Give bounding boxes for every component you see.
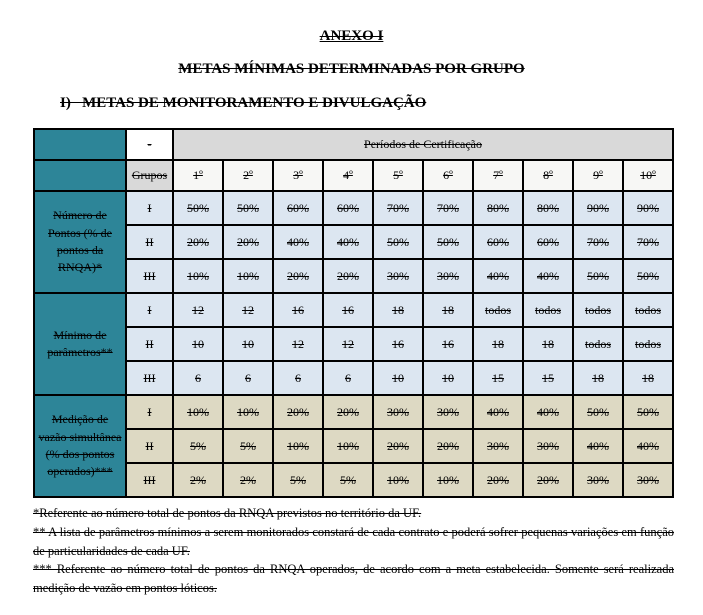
period-col-8: 8º — [523, 160, 573, 191]
value-cell: 30% — [373, 259, 423, 293]
group-cell: II — [126, 225, 173, 259]
value-cell: 6 — [273, 361, 323, 395]
value-cell: 50% — [223, 191, 273, 225]
value-cell: 10% — [323, 429, 373, 463]
value-cell: todos — [473, 293, 523, 327]
value-cell: 10 — [223, 327, 273, 361]
table-row-section2-group-I — [34, 293, 673, 327]
value-cell: 6 — [223, 361, 273, 395]
value-cell: 6 — [323, 361, 373, 395]
section-label-1: Número de Pontos (% de pontos da RNQA)* — [34, 191, 126, 293]
group-cell: II — [126, 327, 173, 361]
period-col-6: 6º — [423, 160, 473, 191]
value-cell: todos — [573, 327, 623, 361]
value-cell: 10 — [173, 327, 223, 361]
value-cell: 15 — [523, 361, 573, 395]
value-cell: 40% — [273, 225, 323, 259]
page-subtitle: METAS MÍNIMAS DETERMINADAS POR GRUPO — [178, 61, 525, 77]
section-label-3: Medição de vazão simultânea (% dos pontos operados)*** — [34, 395, 126, 497]
value-cell: 16 — [323, 293, 373, 327]
value-cell: 12 — [173, 293, 223, 327]
value-cell: todos — [623, 293, 673, 327]
value-cell: 40% — [473, 259, 523, 293]
value-cell: 16 — [373, 327, 423, 361]
value-cell: 10 — [373, 361, 423, 395]
value-cell: 30% — [423, 395, 473, 429]
group-cell: II — [126, 429, 173, 463]
value-cell: 30% — [573, 463, 623, 497]
dash-cell: - — [126, 129, 173, 160]
table-row-section3-group-II — [34, 429, 673, 463]
value-cell: 90% — [623, 191, 673, 225]
period-col-7: 7º — [473, 160, 523, 191]
value-cell: 12 — [273, 327, 323, 361]
table-row-section1-group-I — [34, 191, 673, 225]
value-cell: 10% — [373, 463, 423, 497]
period-col-1: 1º — [173, 160, 223, 191]
value-cell: 40% — [473, 395, 523, 429]
value-cell: 30% — [373, 395, 423, 429]
value-cell: 20% — [523, 463, 573, 497]
section-label-2: Mínimo de parâmetros** — [34, 293, 126, 395]
value-cell: 20% — [323, 259, 373, 293]
value-cell: 10% — [173, 259, 223, 293]
value-cell: 40% — [523, 259, 573, 293]
section-heading: I) METAS DE MONITORAMENTO E DIVULGAÇÃO — [60, 95, 427, 111]
value-cell: 30% — [473, 429, 523, 463]
value-cell: 20% — [423, 429, 473, 463]
value-cell: 20% — [273, 395, 323, 429]
value-cell: 18 — [573, 361, 623, 395]
value-cell: 10% — [173, 395, 223, 429]
value-cell: 18 — [423, 293, 473, 327]
value-cell: 70% — [373, 191, 423, 225]
value-cell: 18 — [623, 361, 673, 395]
value-cell: 20% — [173, 225, 223, 259]
value-cell: 60% — [273, 191, 323, 225]
value-cell: 40% — [323, 225, 373, 259]
value-cell: 10% — [273, 429, 323, 463]
value-cell: 50% — [173, 191, 223, 225]
value-cell: 30% — [523, 429, 573, 463]
table-row-section1-group-III — [34, 259, 673, 293]
group-cell: III — [126, 463, 173, 497]
group-cell: I — [126, 395, 173, 429]
value-cell: 10% — [223, 395, 273, 429]
value-cell: todos — [623, 327, 673, 361]
page-title: ANEXO I — [319, 28, 384, 44]
group-cell: III — [126, 259, 173, 293]
value-cell: 50% — [423, 225, 473, 259]
value-cell: 60% — [473, 225, 523, 259]
value-cell: 20% — [273, 259, 323, 293]
value-cell: 70% — [573, 225, 623, 259]
value-cell: 70% — [423, 191, 473, 225]
document-page — [0, 28, 703, 615]
footnotes — [33, 504, 674, 598]
period-col-2: 2º — [223, 160, 273, 191]
corner-cell — [34, 129, 126, 160]
value-cell: 20% — [223, 225, 273, 259]
table-row-section3-group-I — [34, 395, 673, 429]
period-col-5: 5º — [373, 160, 423, 191]
table-body — [34, 129, 673, 497]
table-row-section2-group-III — [34, 361, 673, 395]
value-cell: 18 — [373, 293, 423, 327]
value-cell: 60% — [323, 191, 373, 225]
period-col-10: 10º — [623, 160, 673, 191]
period-col-9: 9º — [573, 160, 623, 191]
value-cell: 5% — [323, 463, 373, 497]
value-cell: 60% — [523, 225, 573, 259]
value-cell: todos — [523, 293, 573, 327]
group-cell: I — [126, 293, 173, 327]
value-cell: 30% — [623, 463, 673, 497]
value-cell: 20% — [473, 463, 523, 497]
table-row-section1-group-II — [34, 225, 673, 259]
period-col-4: 4º — [323, 160, 373, 191]
periods-header-cell: Períodos de Certificação — [173, 129, 673, 160]
value-cell: 30% — [423, 259, 473, 293]
value-cell: 20% — [373, 429, 423, 463]
value-cell: 10 — [423, 361, 473, 395]
value-cell: 2% — [173, 463, 223, 497]
value-cell: 80% — [523, 191, 573, 225]
footnote-2: ** A lista de parâmetros mínimos a serem monitorados constará de cada contrato e poderá sofrer pequenas variações em função de particularidades de cada UF. — [33, 524, 674, 558]
value-cell: 70% — [623, 225, 673, 259]
group-cell: I — [126, 191, 173, 225]
value-cell: 5% — [223, 429, 273, 463]
value-cell: 16 — [273, 293, 323, 327]
value-cell: 2% — [223, 463, 273, 497]
header-row-periods — [34, 129, 673, 160]
value-cell: 18 — [523, 327, 573, 361]
value-cell: 50% — [623, 395, 673, 429]
value-cell: 80% — [473, 191, 523, 225]
footnote-1: *Referente ao número total de pontos da RNQA previstos no território da UF. — [33, 506, 422, 520]
value-cell: 40% — [623, 429, 673, 463]
value-cell: 10% — [423, 463, 473, 497]
metas-table — [33, 128, 674, 498]
header-row-groups — [34, 160, 673, 191]
value-cell: 50% — [373, 225, 423, 259]
value-cell: 90% — [573, 191, 623, 225]
value-cell: 40% — [523, 395, 573, 429]
group-cell: III — [126, 361, 173, 395]
value-cell: 16 — [423, 327, 473, 361]
corner-cell-2 — [34, 160, 126, 191]
value-cell: 10% — [223, 259, 273, 293]
value-cell: 20% — [323, 395, 373, 429]
value-cell: 50% — [623, 259, 673, 293]
value-cell: 12 — [323, 327, 373, 361]
value-cell: 12 — [223, 293, 273, 327]
value-cell: 18 — [473, 327, 523, 361]
period-col-3: 3º — [273, 160, 323, 191]
value-cell: 6 — [173, 361, 223, 395]
value-cell: 40% — [573, 429, 623, 463]
value-cell: 5% — [173, 429, 223, 463]
footnote-3: *** Referente ao número total de pontos da RNQA operados, de acordo com a meta estabelecida. Somente será realizada medição de vazão em pontos lóticos. — [33, 562, 674, 595]
groups-header-cell: Grupos — [126, 160, 173, 191]
value-cell: todos — [573, 293, 623, 327]
table-row-section2-group-II — [34, 327, 673, 361]
table-row-section3-group-III — [34, 463, 673, 497]
value-cell: 5% — [273, 463, 323, 497]
value-cell: 15 — [473, 361, 523, 395]
value-cell: 50% — [573, 395, 623, 429]
value-cell: 50% — [573, 259, 623, 293]
